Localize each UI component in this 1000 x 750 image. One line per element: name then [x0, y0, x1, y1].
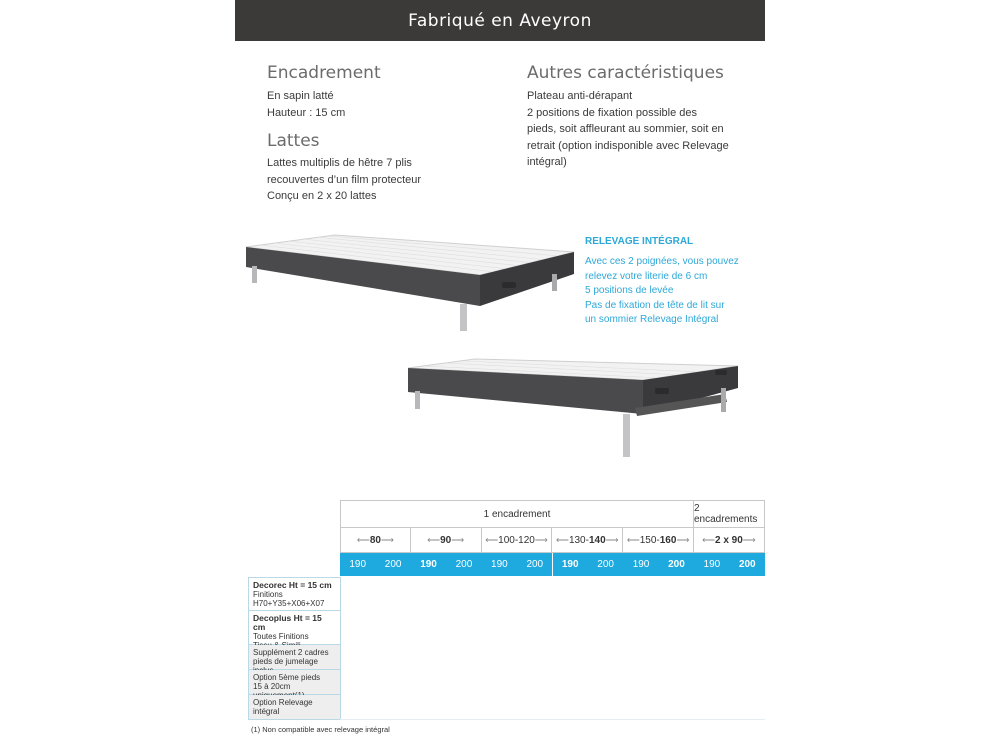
relevage-text: [585, 255, 739, 328]
arrow-left-icon: ⟵: [485, 534, 499, 545]
row-label-content: [253, 698, 336, 716]
arrow-left-icon: ⟵: [427, 534, 441, 545]
row-subtext: Supplément 2 cadres: [253, 648, 329, 657]
relevage-bed-image: [405, 350, 745, 462]
text-line: relevez votre literie de 6 cm: [585, 270, 708, 282]
text-line: 5 positions de levée: [585, 285, 674, 296]
row-label: [248, 611, 341, 645]
arrow-right-icon: ⟶: [742, 534, 756, 545]
encadrement-heading: Encadrement: [267, 63, 381, 83]
width-value: 160: [659, 534, 677, 546]
text-line: retrait (option indisponible avec Relevage: [527, 139, 729, 152]
text-line: recouvertes d’un film protecteur: [267, 173, 422, 186]
width-prefix: 100-120: [498, 534, 535, 546]
length-cell: 200: [517, 553, 552, 576]
width-header: [622, 527, 694, 553]
text-line: pieds, soit affleurant au sommier, soit en: [527, 123, 724, 135]
row-label: [248, 577, 341, 611]
row-subtext: Finitions: [253, 590, 283, 599]
autres-text: [527, 88, 729, 171]
text-line: Pas de fixation de tête de lit sur: [585, 299, 725, 311]
row-title: Decorec Ht = 15 cm: [253, 580, 332, 590]
text-line: un sommier Relevage Intégral: [585, 314, 719, 325]
group-header-1: 1 encadrement: [340, 500, 694, 528]
bed-base-image: [240, 230, 580, 340]
row-label: [248, 670, 341, 695]
text-line: 2 positions de fixation possible des: [527, 106, 697, 119]
width-prefix: 150-: [639, 534, 660, 546]
width-header: [481, 527, 553, 553]
row-subtext: 15 à 20cm: [253, 682, 291, 691]
arrow-left-icon: ⟵: [356, 534, 370, 545]
width-header: [340, 527, 411, 553]
banner-title: Fabriqué en Aveyron: [235, 0, 765, 41]
arrow-left-icon: ⟵: [626, 534, 640, 545]
text-line: Hauteur : 15 cm: [267, 106, 346, 119]
length-cell: 190: [623, 553, 658, 576]
row-subtext: H70+Y35+X06+X07: [253, 599, 325, 608]
width-header: [551, 527, 623, 553]
row-subtext: pieds de jumelage: [253, 657, 318, 666]
arrow-left-icon: ⟵: [702, 534, 715, 545]
length-cell: 190: [411, 553, 446, 576]
length-cell: 190: [553, 553, 588, 576]
lattes-heading: Lattes: [267, 131, 320, 151]
length-cell: 200: [588, 553, 623, 576]
arrow-right-icon: ⟶: [380, 534, 394, 545]
width-value: 80: [369, 534, 381, 546]
text-line: En sapin latté: [267, 90, 334, 102]
length-cell: 190: [694, 553, 729, 576]
width-header: [693, 527, 765, 553]
text-line: Avec ces 2 poignées, vous pouvez: [585, 256, 739, 267]
width-prefix: 130-: [568, 534, 589, 546]
length-cell: 200: [659, 553, 694, 576]
row-subtext: Option Relevage intégral: [253, 698, 313, 716]
width-value: 90: [440, 534, 452, 546]
arrow-right-icon: ⟶: [534, 534, 548, 545]
row-label-content: [253, 581, 336, 608]
row-title: Decoplus Ht = 15 cm: [253, 613, 322, 632]
lattes-text: [267, 155, 421, 205]
arrow-left-icon: ⟵: [556, 534, 569, 545]
text-line: Conçu en 2 x 20 lattes: [267, 190, 377, 202]
row-label: [248, 695, 341, 720]
encadrement-text: [267, 88, 345, 121]
width-header: [410, 527, 482, 553]
text-line: intégral): [527, 156, 567, 168]
length-cell: 200: [446, 553, 481, 576]
arrow-right-icon: ⟶: [605, 534, 619, 545]
table-bottom-line: [340, 719, 765, 720]
relevage-heading: RELEVAGE INTÉGRAL: [585, 236, 694, 247]
text-line: Lattes multiplis de hêtre 7 plis: [267, 157, 412, 169]
row-label: [248, 645, 341, 670]
length-cell: 200: [375, 553, 410, 576]
width-value: 140: [588, 534, 606, 546]
row-subtext: Option 5ème pieds: [253, 673, 321, 682]
text-line: Plateau anti-dérapant: [527, 90, 633, 102]
length-cell: 190: [340, 553, 375, 576]
arrow-right-icon: ⟶: [676, 534, 690, 545]
autres-heading: Autres caractéristiques: [527, 63, 724, 83]
length-cell: 200: [730, 553, 765, 576]
group-header-2: 2 encadrements: [693, 500, 765, 528]
length-cell: 190: [482, 553, 517, 576]
footnote: (1) Non compatible avec relevage intégral: [251, 725, 390, 734]
row-subtext: Toutes Finitions: [253, 632, 309, 641]
width-value: 2 x 90: [714, 534, 743, 546]
arrow-right-icon: ⟶: [451, 534, 465, 545]
